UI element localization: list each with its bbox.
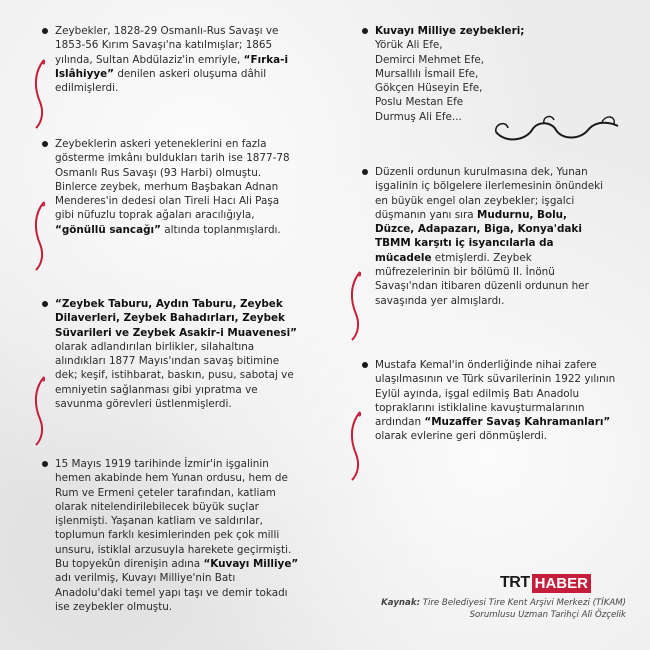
paragraph-zeybek-taburu: “Zeybek Taburu, Aydın Taburu, Zeybek Dilaverleri, Zeybek Bahadırları, Zeybek Süvarileri ve Zeybek Asakir-i Muavenesi” olarak adlandırılan birlikler, silahaltına alındıkları 1877 Mayıs'ından savaş bitimine dek; keşif, istihbarat, baskın, pusu, sabotaj ve emniyetin sağlanması gibi yıpratma ve savunma görevleri üstlenmişlerdi. bbox=[55, 297, 300, 411]
flourish-ornament-icon bbox=[348, 410, 366, 482]
bullet-icon bbox=[362, 169, 368, 175]
bullet-icon bbox=[42, 461, 48, 467]
paragraph-muzaffer-savas: Mustafa Kemal'in önderliğinde nihai zafere ulaşılmasının ve Türk süvarilerinin 1922 yılının Eylül ayında, işgal edilmiş Batı Anadolu topraklarını istiklaline kavuşturmalarının ardından “Muzaffer Savaş Kahramanları” olarak evlerine geri dönmüşlerdi. bbox=[375, 358, 625, 444]
source-credit: Kaynak: Tire Belediyesi Tire Kent Arşivi Merkezi (TİKAM) Sorumlusu Uzman Tarihçi Ali Özçelik bbox=[381, 598, 626, 620]
trt-haber-logo: TRT HABER bbox=[500, 573, 591, 593]
scroll-ornament-icon bbox=[492, 110, 622, 146]
bullet-icon bbox=[42, 141, 48, 147]
paragraph-kuvayi-milliye: 15 Mayıs 1919 tarihinde İzmir'in işgalinin hemen akabinde hem Yunan ordusu, hem de Rum ve Ermeni çeteler tarafından, katliam olarak nitelendirilebilecek büyük suçlar işlenmişti. Yaşanan katliam ve saldırılar, toplumun farklı kesimlerinden pek çok milli unsuru, istiklal arzusuyla harekete geçirmişti. Bu topyekûn direnişin adına “Kuvayı Milliye” adı verilmiş, Kuvayı Milliye'nin Batı Anadolu'daki temel yapı taşı ve demir tokadı ise zeybekler olmuştu. bbox=[55, 457, 300, 614]
bullet-icon bbox=[42, 28, 48, 34]
flourish-ornament-icon bbox=[32, 58, 50, 130]
flourish-ornament-icon bbox=[348, 270, 366, 342]
paragraph-93-harbi: Zeybeklerin askeri yeteneklerini en fazla gösterme imkânı buldukları tarih ise 1877-78 Osmanlı Rus Savaşı (93 Harbi) olmuştu. Binlerce zeybek, merhum Başbakan Adnan Menderes'in dedesi olan Tireli Hacı Ali Paşa gibi nüfuzlu toprak ağaları aracılığıyla, “gönüllü sancağı” altında toplanmışlardı. bbox=[55, 137, 295, 237]
list-item: Poslu Mestan Efe bbox=[375, 96, 464, 109]
list-item: Mursallılı İsmail Efe, bbox=[375, 67, 479, 80]
flourish-ornament-icon bbox=[32, 200, 50, 272]
flourish-ornament-icon bbox=[32, 375, 50, 447]
bullet-icon bbox=[42, 301, 48, 307]
list-item: Yörük Ali Efe, bbox=[375, 39, 443, 52]
list-item: Durmuş Ali Efe... bbox=[375, 110, 462, 123]
bullet-icon bbox=[362, 28, 368, 34]
list-item: Demirci Mehmet Efe, bbox=[375, 53, 485, 66]
paragraph-duzenli-ordu: Düzenli ordunun kurulmasına dek, Yunan işgalinin iç bölgelere ilerlemesinin önündeki en büyük engel olan zeybekler; işgalci düşmanın yanı sıra Mudurnu, Bolu, Düzce, Adapazarı, Biga, Konya'daki TBMM karşıtı iç isyancılarla da mücadele etmişlerdi. Zeybek müfrezelerinin bir bölümü II. İnönü Savaşı'ndan itibaren düzenli ordunun her savaşında yer almışlardı. bbox=[375, 165, 605, 308]
bullet-icon bbox=[362, 362, 368, 368]
paragraph-firka-i-islahiyye: Zeybekler, 1828-29 Osmanlı-Rus Savaşı ve 1853-56 Kırım Savaşı'na katılmışlar; 1865 yılında, Sultan Abdülaziz'in emriyle, “Fırka-i Islâhiyye” denilen askeri oluşuma dâhil edilmişlerdi. bbox=[55, 24, 290, 95]
list-item: Gökçen Hüseyin Efe, bbox=[375, 82, 483, 95]
list-kuvayi-milliye-zeybekleri: Kuvayı Milliye zeybekleri; Yörük Ali Efe, Demirci Mehmet Efe, Mursallılı İsmail Efe, Gökçen Hüseyin Efe, Poslu Mestan Efe Durmuş Ali Efe... bbox=[375, 24, 575, 124]
